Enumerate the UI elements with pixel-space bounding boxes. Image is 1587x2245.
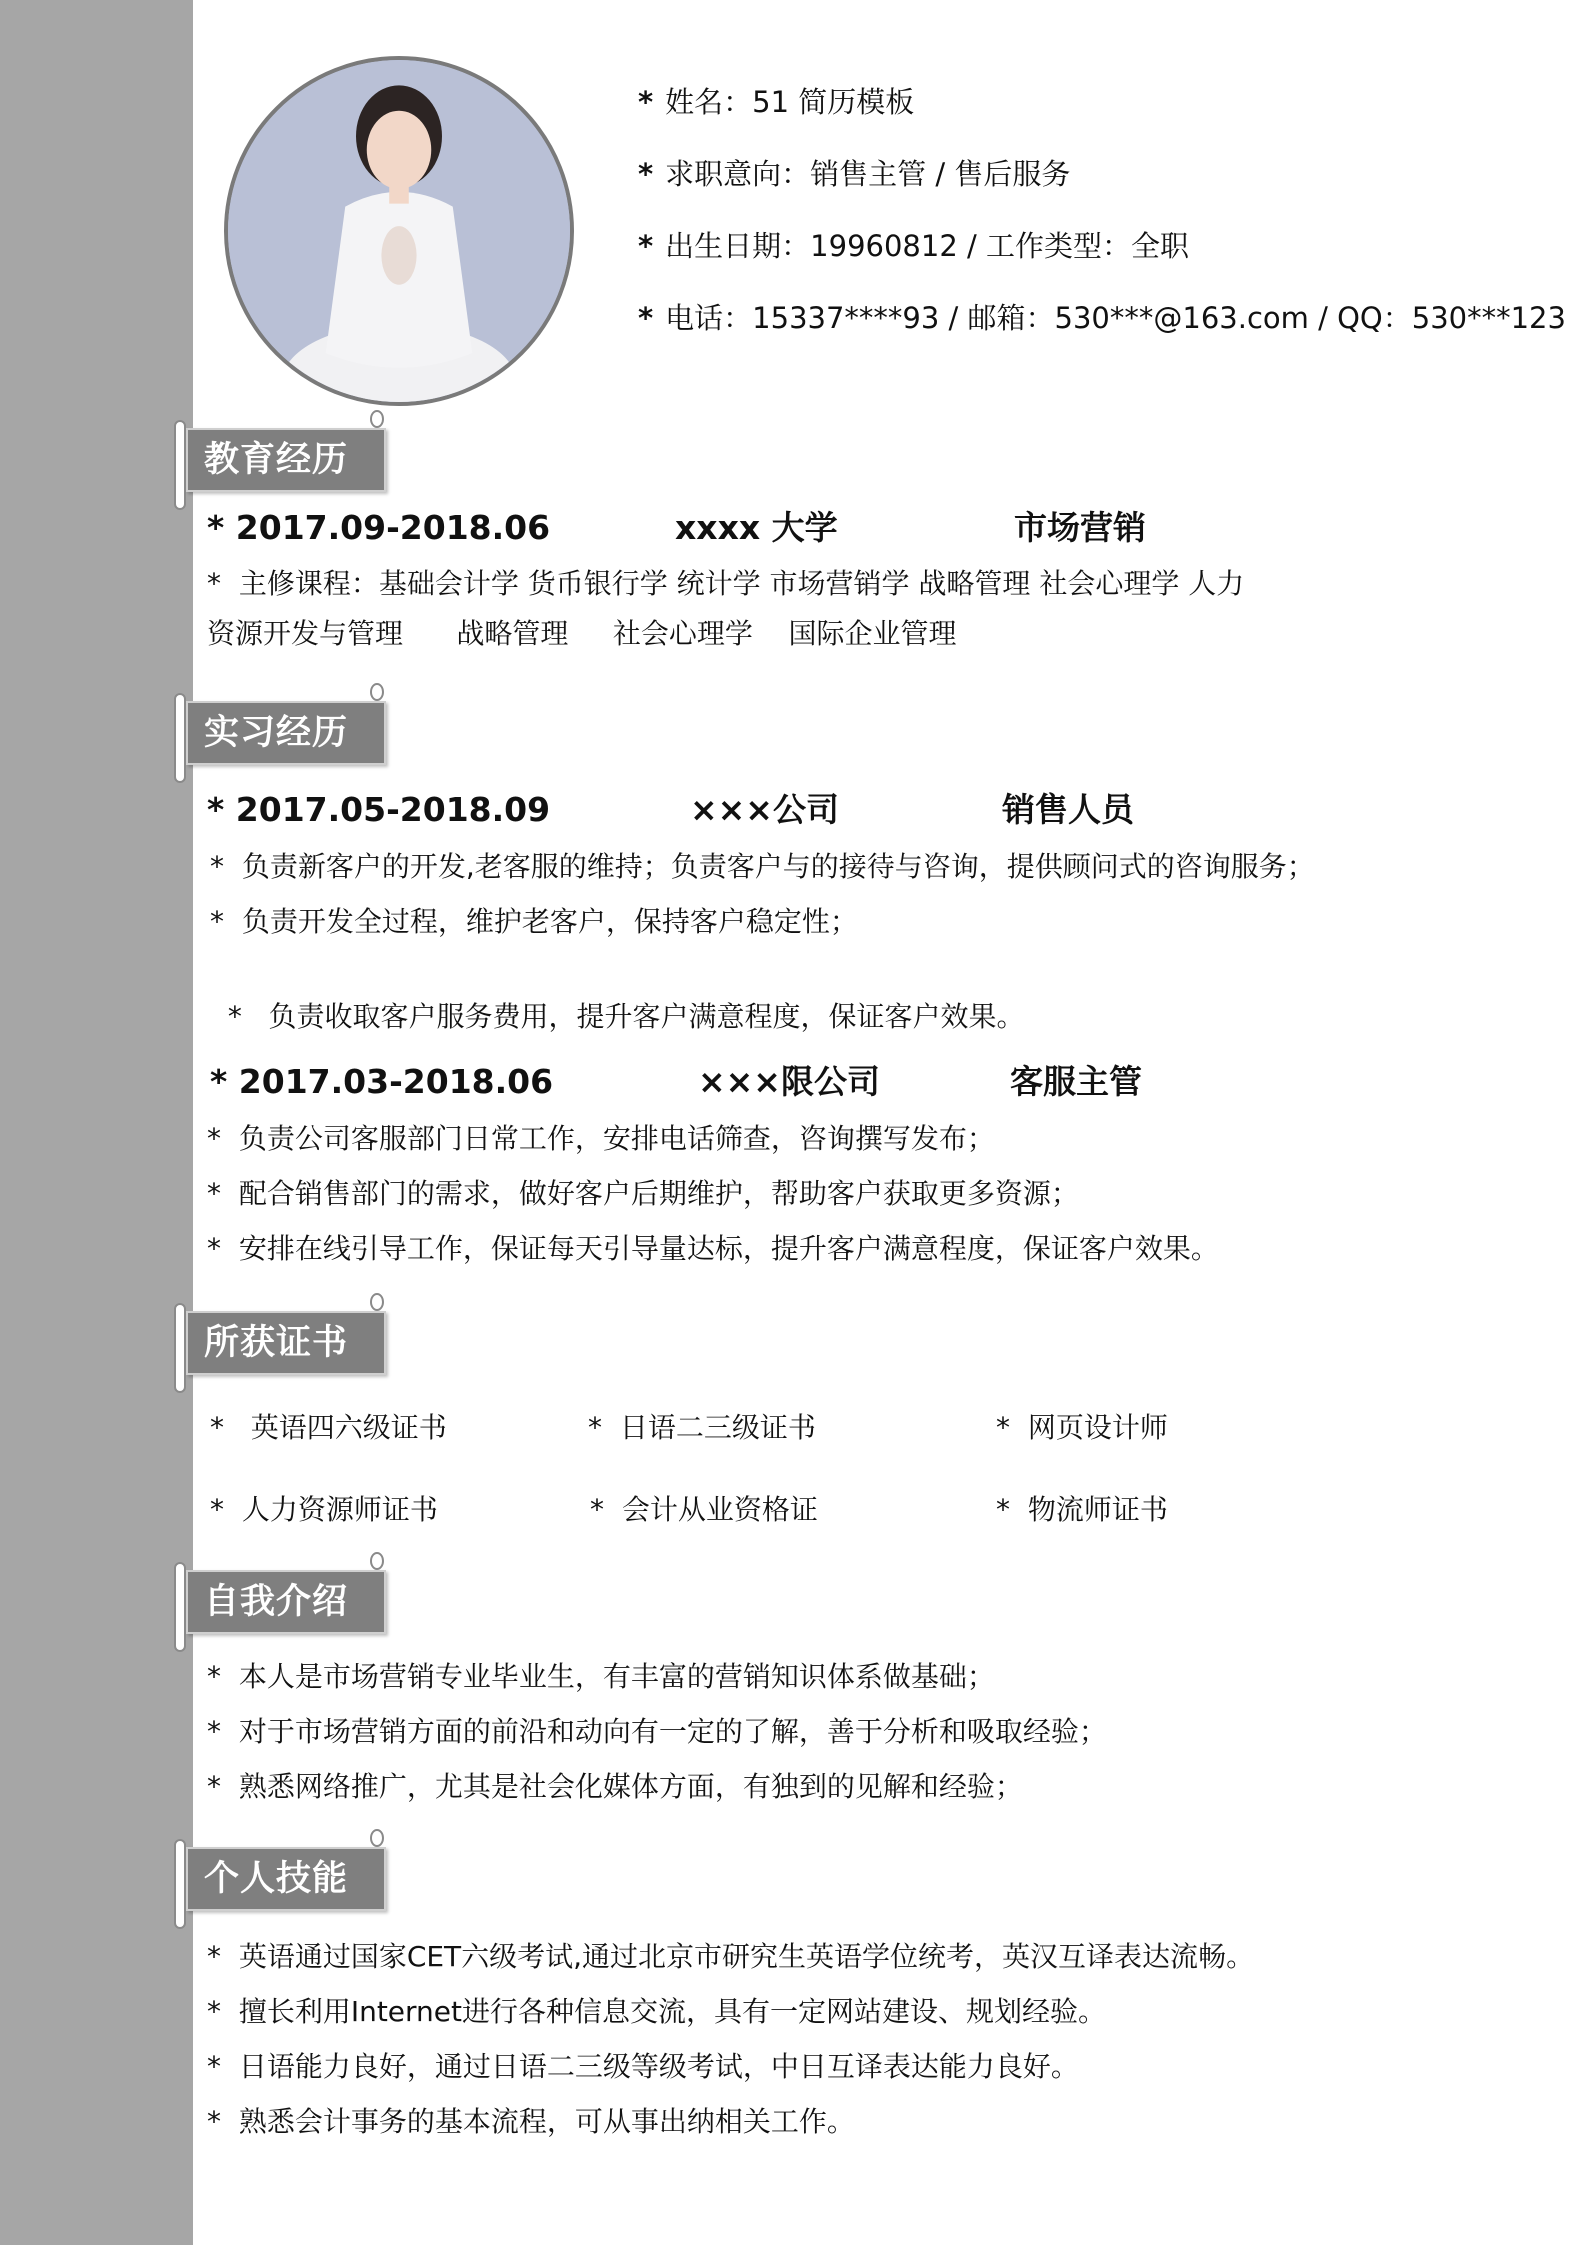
period-text: 2017.03-2018.06 bbox=[238, 1062, 554, 1101]
self-intro-text: 熟悉网络推广，尤其是社会化媒体方面，有独到的见解和经验； bbox=[238, 1770, 1023, 1803]
self-intro-item bbox=[207, 1657, 995, 1697]
skill-item bbox=[207, 2102, 855, 2142]
bullet-star: * bbox=[207, 1995, 221, 2028]
certificate-item bbox=[210, 1490, 438, 1530]
education-period-text: 2017.09-2018.06 bbox=[235, 508, 551, 547]
courses-text: 主修课程：基础会计学 货币银行学 统计学 市场营销学 战略管理 社会心理学 人力 bbox=[238, 567, 1245, 600]
self-intro-text: 对于市场营销方面的前沿和动向有一定的了解，善于分析和吸取经验； bbox=[238, 1715, 1107, 1748]
skill-item bbox=[207, 2047, 1079, 2087]
bullet-star: * bbox=[207, 1122, 221, 1155]
bullet-star: * bbox=[210, 1062, 228, 1101]
scroll-curl-decoration bbox=[370, 1552, 384, 1570]
section-title: 实习经历 bbox=[204, 713, 349, 753]
certificate-text: 英语四六级证书 bbox=[250, 1411, 447, 1444]
period-text: 2017.05-2018.09 bbox=[235, 790, 551, 829]
certificate-text: 网页设计师 bbox=[1027, 1411, 1168, 1444]
bullet-star: * bbox=[207, 1660, 221, 1693]
bullet-star: * bbox=[638, 301, 654, 335]
section-header-internship bbox=[174, 693, 394, 767]
bullet-star: * bbox=[588, 1411, 602, 1444]
bullet-star: * bbox=[996, 1411, 1010, 1444]
info-contact-row bbox=[638, 298, 1566, 370]
certificate-item bbox=[996, 1490, 1168, 1530]
bullet-star: * bbox=[207, 1177, 221, 1210]
duty-text: 负责公司客服部门日常工作，安排电话筛查，咨询撰写发布； bbox=[238, 1122, 995, 1155]
certificate-item bbox=[588, 1408, 816, 1448]
bullet-star: * bbox=[207, 2050, 221, 2083]
bullet-star: * bbox=[638, 85, 654, 119]
section-header-certificates bbox=[174, 1303, 394, 1377]
scroll-decoration bbox=[174, 420, 186, 510]
bullet-star: * bbox=[638, 157, 654, 191]
duty-text: 负责收取客户服务费用，提升客户满意程度，保证客户效果。 bbox=[259, 1000, 1025, 1033]
bullet-star: * bbox=[207, 508, 225, 547]
scroll-curl-decoration bbox=[370, 410, 384, 428]
internship-2-duty-2 bbox=[207, 1174, 1079, 1214]
scroll-curl-decoration bbox=[370, 683, 384, 701]
education-courses-line1 bbox=[207, 564, 1244, 604]
certificate-item bbox=[996, 1408, 1168, 1448]
certificate-item bbox=[210, 1408, 447, 1448]
education-courses-line2: 资源开发与管理 战略管理 社会心理学 国际企业管理 bbox=[207, 617, 957, 650]
bullet-star: * bbox=[210, 905, 224, 938]
self-intro-text: 本人是市场营销专业毕业生，有丰富的营销知识体系做基础； bbox=[238, 1660, 995, 1693]
internship-1-duty-2 bbox=[210, 902, 858, 942]
section-header-education bbox=[174, 420, 394, 494]
bullet-star: * bbox=[207, 1770, 221, 1803]
internship-1-period bbox=[207, 788, 550, 832]
scroll-decoration bbox=[174, 1562, 186, 1652]
bullet-star: * bbox=[210, 1411, 224, 1444]
section-title: 自我介绍 bbox=[204, 1582, 349, 1622]
bullet-star: * bbox=[638, 229, 654, 263]
skill-text: 英语通过国家CET六级考试,通过北京市研究生英语学位统考，英汉互译表达流畅。 bbox=[238, 1940, 1255, 1973]
skill-text: 日语能力良好，通过日语二三级等级考试，中日互译表达能力良好。 bbox=[238, 2050, 1079, 2083]
personal-info bbox=[638, 82, 1566, 370]
section-title: 个人技能 bbox=[204, 1859, 349, 1899]
certificate-item bbox=[590, 1490, 818, 1530]
left-sidebar-bar bbox=[0, 0, 193, 2245]
bullet-star: * bbox=[207, 1715, 221, 1748]
self-intro-item bbox=[207, 1712, 1107, 1752]
section-header-self-intro bbox=[174, 1562, 394, 1636]
bullet-star: * bbox=[207, 1940, 221, 1973]
section-title: 教育经历 bbox=[204, 440, 349, 480]
internship-1-duty-3 bbox=[210, 957, 1025, 1037]
duty-text: 负责开发全过程，维护老客户，保持客户稳定性； bbox=[241, 905, 858, 938]
scroll-curl-decoration bbox=[370, 1829, 384, 1847]
duty-text: 负责新客户的开发,老客服的维持；负责客户与的接待与咨询，提供顾问式的咨询服务； bbox=[241, 850, 1315, 883]
info-contact: 电话：15337****93 / 邮箱：530***@163.com / QQ：530***123 bbox=[665, 301, 1566, 335]
certificate-text: 会计从业资格证 bbox=[621, 1493, 818, 1526]
info-birth: 出生日期：19960812 / 工作类型：全职 bbox=[665, 229, 1189, 263]
section-header-skills bbox=[174, 1839, 394, 1913]
bullet-star: * bbox=[207, 790, 225, 829]
section-title: 所获证书 bbox=[204, 1323, 349, 1363]
skill-item bbox=[207, 1992, 1106, 2032]
info-intent-row bbox=[638, 154, 1566, 226]
internship-2-role: 客服主管 bbox=[1010, 1062, 1142, 1101]
internship-2-period bbox=[210, 1060, 553, 1104]
profile-photo-illustration bbox=[228, 60, 570, 402]
internship-2-company: ×××限公司 bbox=[698, 1062, 880, 1101]
internship-1-role: 销售人员 bbox=[1002, 790, 1134, 829]
skill-item bbox=[207, 1937, 1254, 1977]
bullet-star: * bbox=[210, 1493, 224, 1526]
internship-2-duty-1 bbox=[207, 1119, 995, 1159]
internship-2-duty-3 bbox=[207, 1229, 1219, 1269]
skill-text: 熟悉会计事务的基本流程，可从事出纳相关工作。 bbox=[238, 2105, 855, 2138]
certificate-text: 日语二三级证书 bbox=[619, 1411, 816, 1444]
duty-text: 配合销售部门的需求，做好客户后期维护，帮助客户获取更多资源； bbox=[238, 1177, 1079, 1210]
internship-1-duty-1 bbox=[210, 847, 1315, 887]
bullet-star: * bbox=[210, 850, 224, 883]
scroll-decoration bbox=[174, 1839, 186, 1929]
certificate-text: 物流师证书 bbox=[1027, 1493, 1168, 1526]
bullet-star: * bbox=[207, 567, 221, 600]
bullet-star: * bbox=[996, 1493, 1010, 1526]
info-birth-row bbox=[638, 226, 1566, 298]
bullet-star: * bbox=[207, 2105, 221, 2138]
scroll-decoration bbox=[174, 1303, 186, 1393]
scroll-curl-decoration bbox=[370, 1293, 384, 1311]
profile-photo bbox=[224, 56, 574, 406]
education-period bbox=[207, 506, 550, 550]
education-school: xxxx 大学 bbox=[675, 508, 838, 547]
bullet-star: * bbox=[207, 1232, 221, 1265]
self-intro-item bbox=[207, 1767, 1023, 1807]
internship-1-company: ×××公司 bbox=[690, 790, 839, 829]
scroll-decoration bbox=[174, 693, 186, 783]
bullet-star: * bbox=[227, 1000, 242, 1033]
info-name-row bbox=[638, 82, 1566, 154]
duty-text: 安排在线引导工作，保证每天引导量达标，提升客户满意程度，保证客户效果。 bbox=[238, 1232, 1219, 1265]
certificate-text: 人力资源师证书 bbox=[241, 1493, 438, 1526]
bullet-star: * bbox=[590, 1493, 604, 1526]
skill-text: 擅长利用Internet进行各种信息交流，具有一定网站建设、规划经验。 bbox=[238, 1995, 1106, 2028]
education-major: 市场营销 bbox=[1014, 508, 1146, 547]
info-intent: 求职意向：销售主管 / 售后服务 bbox=[665, 157, 1071, 191]
info-name: 姓名：51 简历模板 bbox=[665, 85, 915, 119]
